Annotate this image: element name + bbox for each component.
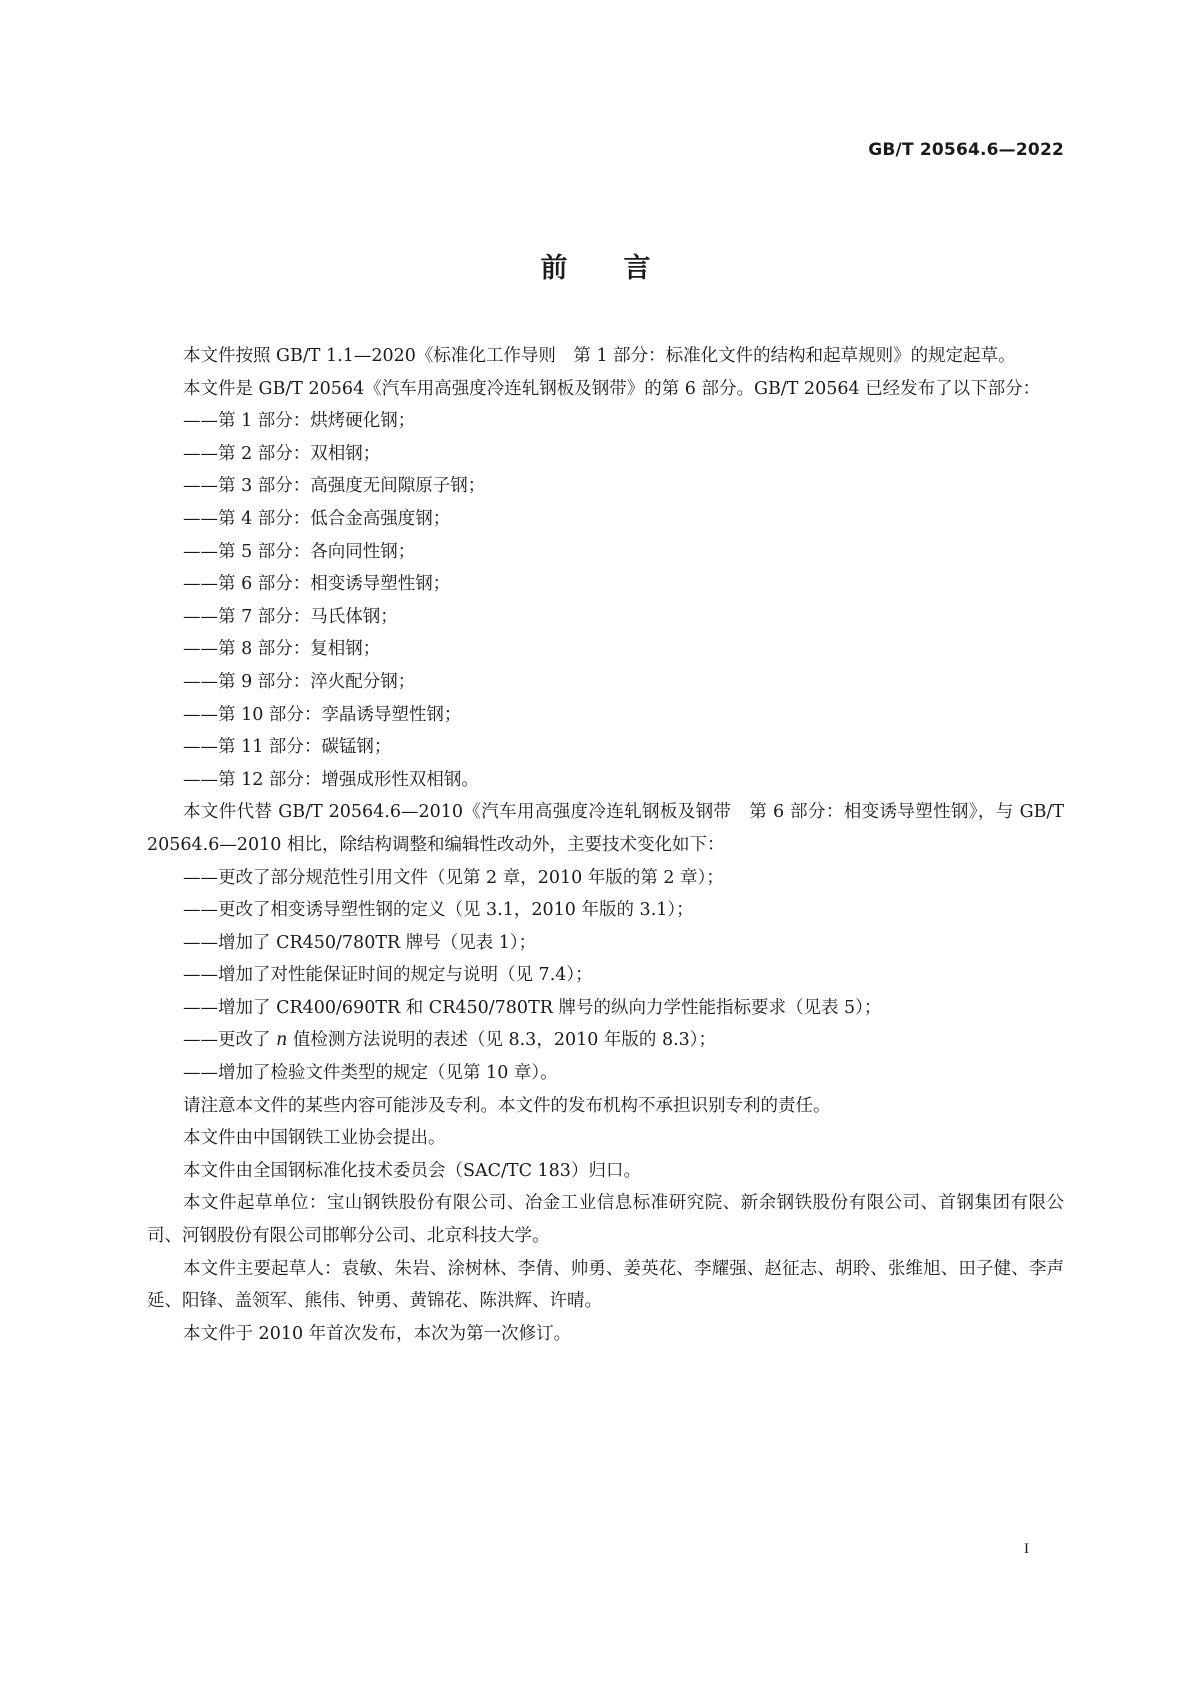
list-item: ——第 4 部分：低合金高强度钢； (183, 508, 451, 529)
changes-list (147, 862, 1064, 1090)
list-item: ——第 2 部分：双相钢； (183, 443, 381, 464)
list-item: ——第 5 部分：各向同性钢； (183, 541, 416, 562)
n-variable: n (276, 1030, 288, 1051)
paragraph-drafting-rules: 本文件按照 GB/T 1.1—2020《标准化工作导则 第 1 部分：标准化文件的结构和起草规则》的规定起草。 (183, 346, 1016, 366)
list-item: ——增加了对性能保证时间的规定与说明（见 7.4）； (183, 965, 593, 986)
list-item: ——更改了部分规范性引用文件（见第 2 章，2010 年版的第 2 章）； (183, 867, 724, 888)
list-item: ——第 11 部分：碳锰钢； (183, 737, 392, 758)
foreword-body (147, 340, 1064, 1350)
list-item: ——第 1 部分：烘烤硬化钢； (183, 411, 416, 432)
change-n-prefix: ——更改了 (183, 1030, 277, 1051)
paragraph-patent-notice: 请注意本文件的某些内容可能涉及专利。本文件的发布机构不承担识别专利的责任。 (183, 1095, 831, 1116)
paragraph-series-intro: 本文件是 GB/T 20564《汽车用高强度冷连轧钢板及钢带》的第 6 部分。GB/T 20564 已经发布了以下部分： (183, 378, 1041, 399)
list-item: ——第 3 部分：高强度无间隙原子钢； (183, 476, 486, 497)
page-number: I (1024, 1541, 1029, 1557)
page-title: 前言 (540, 253, 707, 284)
list-item: ——更改了相变诱导塑性钢的定义（见 3.1，2010 年版的 3.1）； (183, 900, 694, 921)
paragraph-committee: 本文件由全国钢标准化技术委员会（SAC/TC 183）归口。 (183, 1160, 641, 1181)
paragraph-history: 本文件于 2010 年首次发布，本次为第一次修订。 (183, 1323, 572, 1344)
standard-code: GB/T 20564.6—2022 (868, 140, 1064, 160)
paragraph-drafters: 本文件主要起草人：袁敏、朱岩、涂树林、李倩、帅勇、姜英花、李耀强、赵征志、胡聆、张维旭、田子健、李声延、阳锋、盖领军、熊伟、钟勇、黄锦花、陈洪辉、许晴。 (147, 1258, 1064, 1312)
change-n-suffix: 值检测方法说明的表述（见 8.3，2010 年版的 8.3）； (287, 1030, 717, 1051)
list-item: ——第 6 部分：相变诱导塑性钢； (183, 574, 451, 595)
parts-list (147, 405, 1064, 796)
list-item: ——增加了 CR400/690TR 和 CR450/780TR 牌号的纵向力学性能指标要求（见表 5）； (183, 997, 882, 1018)
paragraph-drafting-units: 本文件起草单位：宝山钢铁股份有限公司、冶金工业信息标准研究院、新余钢铁股份有限公司、首钢集团有限公司、河钢股份有限公司邯郸分公司、北京科技大学。 (147, 1193, 1064, 1247)
list-item: ——第 12 部分：增强成形性双相钢。 (183, 769, 479, 790)
list-item: ——第 8 部分：复相钢； (183, 639, 381, 660)
list-item: ——第 10 部分：孪晶诱导塑性钢； (183, 704, 462, 725)
list-item: ——增加了 CR450/780TR 牌号（见表 1）； (183, 932, 537, 953)
list-item (147, 1024, 1064, 1057)
list-item: ——增加了检验文件类型的规定（见第 10 章）。 (183, 1063, 558, 1084)
paragraph-replacement: 本文件代替 GB/T 20564.6—2010《汽车用高强度冷连轧钢板及钢带 第 6 部分：相变诱导塑性钢》，与 GB/T 20564.6—2010 相比，除结构调整和编辑性改动外，主要技术变化如下： (147, 802, 1064, 855)
list-item: ——第 7 部分：马氏体钢； (183, 606, 398, 627)
list-item: ——第 9 部分：淬火配分钢； (183, 671, 416, 692)
paragraph-proposer: 本文件由中国钢铁工业协会提出。 (183, 1128, 446, 1149)
